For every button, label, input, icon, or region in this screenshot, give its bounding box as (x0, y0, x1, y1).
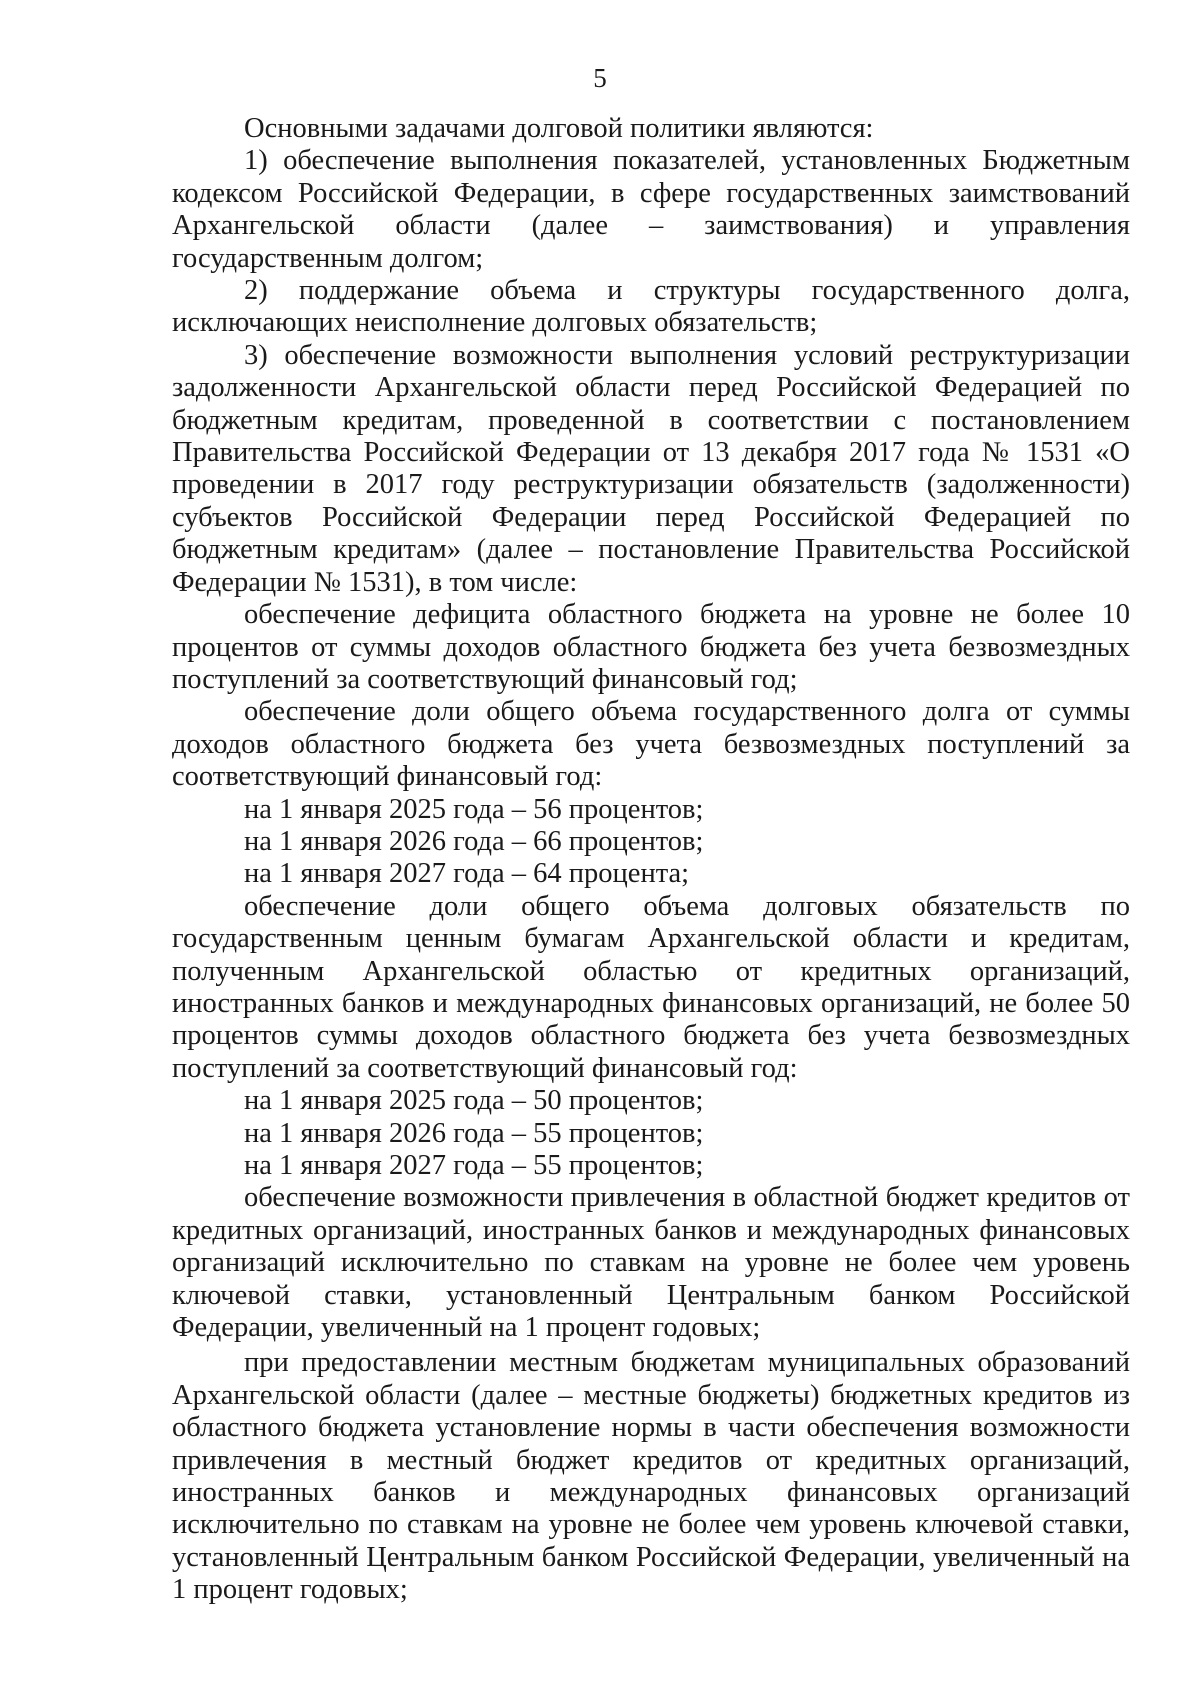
paragraph-debt-share: обеспечение доли общего объема государственного долга от суммы доходов областного бюджета без учета безвозмездных поступлений за соответствующий финансовый год: (172, 696, 1130, 793)
paragraph-market-debt-share: обеспечение доли общего объема долговых обязательств по государственным ценным бумагам Архангельской области и кредитам, полученным Архангельской областью от кредитных организаций, иностранных банков и международных финансовых организаций, не более 50 процентов суммы доходов областного бюджета без учета безвозмездных поступлений за соответствующий финансовый год: (172, 890, 1130, 1084)
page-number: 5 (593, 63, 607, 93)
paragraph-task-2: 2) поддержание объема и структуры государственного долга, исключающих неисполнение долговых обязательств; (172, 275, 1130, 339)
paragraph-task-3: 3) обеспечение возможности выполнения условий реструктуризации задолженности Архангельской области перед Российской Федерацией по бюджетным кредитам, проведенной в соответствии с постановлением Правительства Российской Федерации от 13 декабря 2017 года № 1531 «О проведении в 2017 году реструктуризации обязательств (задолженности) субъектов Российской Федерации перед Российской Федерацией по бюджетным кредитам» (далее – постановление Правительства Российской Федерации № 1531), в том числе: (172, 339, 1130, 598)
paragraph-debt-policy-tasks-intro: Основными задачами долговой политики являются: (244, 113, 874, 144)
document-body (172, 113, 1130, 1607)
list-item-debt-share-2025: на 1 января 2025 года – 56 процентов; (244, 793, 704, 825)
list-item-market-debt-2026: на 1 января 2026 года – 55 процентов; (244, 1117, 704, 1149)
paragraph-task-1: 1) обеспечение выполнения показателей, установленных Бюджетным кодексом Российской Федерации, в сфере государственных заимствований Архангельской области (далее – заимствования) и управления государственным долгом; (172, 145, 1130, 274)
list-item-market-debt-2025: на 1 января 2025 года – 50 процентов; (244, 1085, 704, 1117)
list-item-market-debt-2027: на 1 января 2027 года – 55 процентов; (244, 1150, 704, 1181)
list-item-debt-share-2026: на 1 января 2026 года – 66 процентов; (244, 825, 704, 857)
paragraph-deficit-limit: обеспечение дефицита областного бюджета на уровне не более 10 процентов от суммы доходов областного бюджета без учета безвозмездных поступлений за соответствующий финансовый год; (172, 599, 1130, 695)
list-item-debt-share-2027: на 1 января 2027 года – 64 процента; (244, 858, 690, 890)
paragraph-local-budgets: при предоставлении местным бюджетам муниципальных образований Архангельской области (далее – местные бюджеты) бюджетных кредитов из областного бюджета установление нормы в части обеспечения возможности привлечения в местный бюджет кредитов от кредитных организаций, иностранных банков и международных финансовых организаций исключительно по ставкам на уровне не более чем уровень ключевой ставки, установленный Центральным банком Российской Федерации, увеличенный на 1 процент годовых; (172, 1347, 1130, 1606)
paragraph-credit-rates: обеспечение возможности привлечения в областной бюджет кредитов от кредитных организаций, иностранных банков и международных финансовых организаций исключительно по ставкам на уровне не более чем уровень ключевой ставки, установленный Центральным банком Российской Федерации, увеличенный на 1 процент годовых; (172, 1182, 1130, 1344)
